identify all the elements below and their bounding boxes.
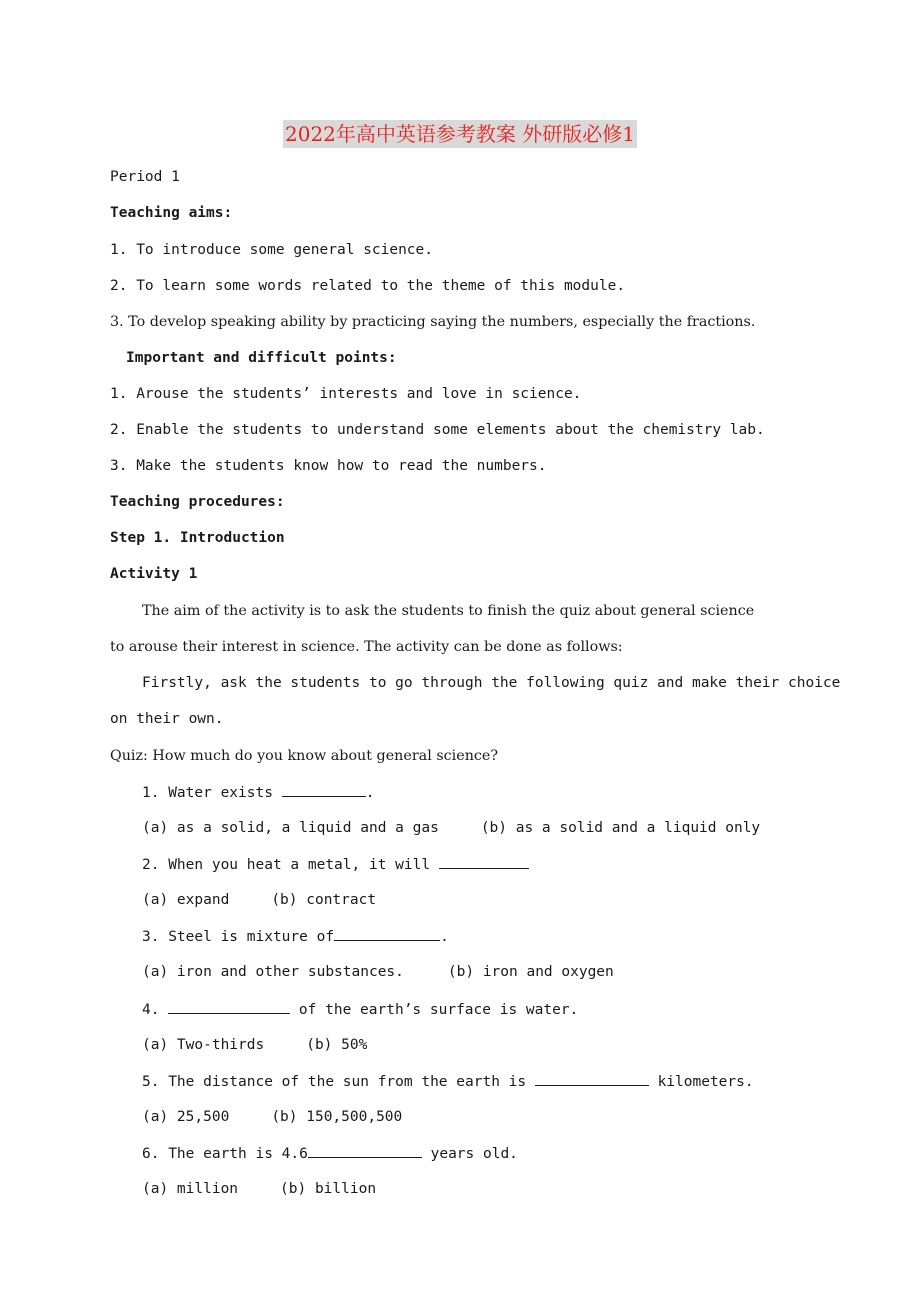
question-text: 4. [142,1002,169,1018]
option-a: (a) 25,500 [142,1109,230,1125]
option-b: (b) contract [271,892,377,908]
quiz-question-5 [142,1071,754,1092]
teaching-procedures-heading: Teaching procedures: [110,494,285,510]
paragraph-2-line-1: Firstly, ask the students to go through the following quiz and make their choice [142,675,841,691]
activity-heading: Activity 1 [110,566,198,582]
question-text: 2. When you heat a metal, it will [142,857,439,873]
quiz-question-6 [142,1143,518,1164]
question-text: 6. The earth is 4.6 [142,1146,308,1162]
answer-blank [308,1143,422,1158]
important-points-heading: Important and difficult points: [126,350,397,366]
paragraph-2-line-2: on their own. [110,711,224,727]
aim-item-3: 3. To develop speaking ability by practicing saying the numbers, especially the fractions. [110,314,756,330]
aim-item-1: 1. To introduce some general science. [110,242,434,258]
option-a: (a) as a solid, a liquid and a gas [142,820,439,836]
answer-blank [282,782,366,797]
quiz-options-5 [142,1107,402,1127]
option-b: (b) 150,500,500 [271,1109,403,1125]
option-a: (a) Two-thirds [142,1037,265,1053]
answer-blank [334,926,440,941]
period-label: Period 1 [110,169,180,185]
question-suffix: . [365,785,375,801]
option-b: (b) as a solid and a liquid only [480,820,761,836]
quiz-options-3 [142,962,614,982]
quiz-options-4 [142,1035,367,1055]
answer-blank [439,854,529,869]
paragraph-1-line-2: to arouse their interest in science. The activity can be done as follows: [110,639,623,655]
step-heading: Step 1. Introduction [110,530,285,546]
option-b: (b) iron and oxygen [447,964,614,980]
teaching-aims-heading: Teaching aims: [110,205,233,221]
question-suffix: . [440,929,449,945]
quiz-heading: Quiz: How much do you know about general science? [110,748,499,764]
answer-blank [535,1071,649,1086]
paragraph-1-line-1: The aim of the activity is to ask the students to finish the quiz about general science [142,603,755,619]
quiz-options-1 [142,818,760,838]
quiz-options-2 [142,890,376,910]
question-suffix: kilometers. [648,1074,754,1090]
question-text: 5. The distance of the sun from the earth is [142,1074,535,1090]
quiz-question-1 [142,782,374,803]
point-item-2: 2. Enable the students to understand some elements about the chemistry lab. [110,422,765,438]
point-item-3: 3. Make the students know how to read the numbers. [110,458,547,474]
quiz-question-4 [142,999,578,1020]
quiz-options-6 [142,1179,376,1199]
option-b: (b) 50% [306,1037,368,1053]
point-item-1: 1. Arouse the students’ interests and love in science. [110,386,582,402]
aim-item-2: 2. To learn some words related to the theme of this module. [110,278,626,294]
option-b: (b) billion [280,1181,377,1197]
option-a: (a) iron and other substances. [142,964,404,980]
question-suffix: of the earth’s surface is water. [290,1002,579,1018]
option-a: (a) million [142,1181,239,1197]
option-a: (a) expand [142,892,230,908]
document-title: 2022年高中英语参考教案 外研版必修1 [285,122,635,146]
quiz-question-2 [142,854,529,875]
question-text: 3. Steel is mixture of [142,929,335,945]
title-container [0,120,920,148]
question-suffix: years old. [421,1146,518,1162]
question-text: 1. Water exists [142,785,282,801]
answer-blank [168,999,290,1014]
quiz-question-3 [142,926,449,947]
